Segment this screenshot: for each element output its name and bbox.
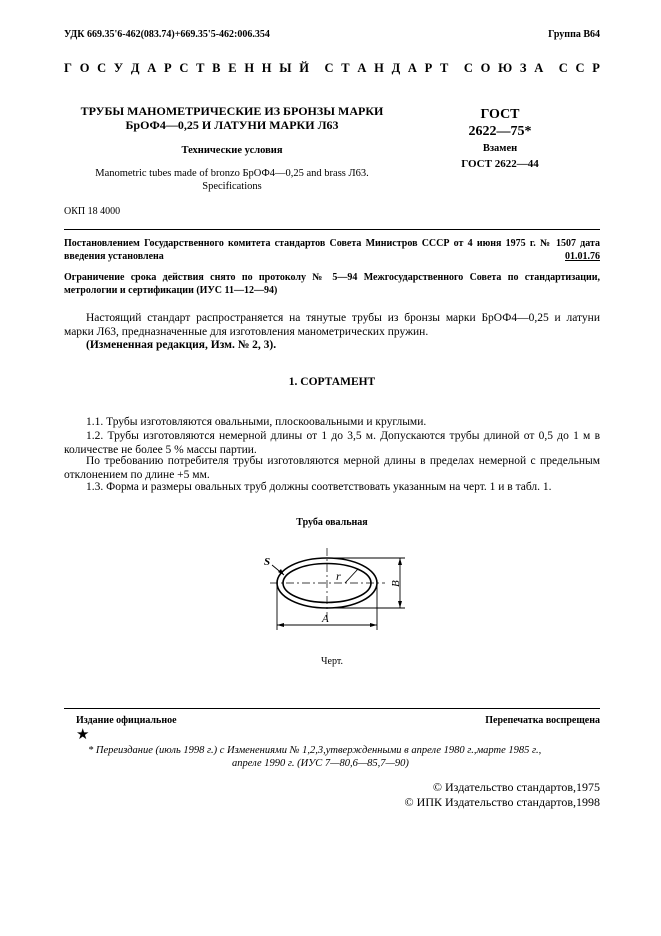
group-code: Группа В64 [548, 29, 600, 40]
decree-date: 01.01.76 [565, 251, 600, 262]
banner-letter: Ю [498, 61, 513, 75]
gost-label: ГОСТ [480, 107, 520, 122]
dim-a-arrow-left [277, 623, 284, 627]
banner-letter: Н [261, 61, 272, 75]
gost-replaces: ГОСТ 2622—44 [461, 158, 539, 170]
divider-top [64, 229, 600, 230]
reprint-prohibited-label: Перепечатка воспрещена [485, 715, 600, 726]
copyright-1998: © ИПК Издательство стандартов,1998 [404, 795, 600, 809]
intro-paragraph: Настоящий стандарт распространяется на тянутые трубы из бронзы марки БрОФ4—0,25 и латуни марки Л63, предназначенные для изготовления манометрических пружин. [64, 312, 600, 338]
label-s: S [264, 556, 271, 568]
banner-letter: С [463, 61, 473, 75]
gost-replaces-label: Взамен [482, 143, 518, 154]
section-title: 1. СОРТАМЕНТ [288, 376, 376, 388]
title-line-2: БрОФ4—0,25 И ЛАТУНИ МАРКИ Л63 [125, 118, 339, 132]
banner-letter: С [97, 61, 107, 75]
banner-letter: Й [299, 61, 310, 75]
document-title [72, 104, 392, 132]
banner-letter: А [357, 61, 367, 75]
document-subtitle: Технические условия [181, 145, 283, 156]
banner-letter: А [407, 61, 417, 75]
state-standard-banner [64, 61, 600, 76]
oval-tube-drawing [260, 545, 420, 635]
radius-line [345, 569, 358, 583]
reissue-note [88, 744, 600, 770]
intro-edit-note: (Измененная редакция, Изм. № 2, 3). [86, 339, 277, 351]
banner-letter: У [113, 61, 124, 75]
banner-letter: Д [391, 61, 401, 75]
banner-letter: Д [130, 61, 140, 75]
dim-b-arrow-bottom [398, 601, 402, 608]
banner-letter: Р [424, 61, 433, 75]
udk-code: УДК 669.35'6-462(083.74)+669.35'5-462:006.354 [64, 29, 270, 40]
banner-letter: А [534, 61, 544, 75]
decree-body: Постановлением Государственного комитета стандартов Совета Министров СССР от 4 июня 1975 г. № 1507 дата введения установлена [64, 238, 600, 262]
banner-letter: Н [374, 61, 384, 75]
copyright-1975: © Издательство стандартов,1975 [432, 780, 600, 794]
paragraph-1-3: 1.3. Форма и размеры овальных труб должны соответствовать указанным на черт. 1 и в табл. 1. [86, 481, 552, 493]
dim-a-arrow-right [370, 623, 377, 627]
banner-letter: Т [440, 61, 449, 75]
english-title [72, 167, 392, 193]
banner-letter: С [575, 61, 585, 75]
limitation-text: Ограничение срока действия снято по протоколу № 5—94 Межгосударственного Совета по стандартизации, метрологии и сертификации (ИУС 11—12—94) [64, 272, 600, 296]
title-line-1: ТРУБЫ МАНОМЕТРИЧЕСКИЕ ИЗ БРОНЗЫ МАРКИ [80, 104, 384, 118]
english-title-line-2: Specifications [202, 181, 262, 192]
banner-letter: Р [592, 61, 600, 75]
reissue-note-line-1: * Переиздание (июль 1998 г.) с Изменениями № 1,2,3,утвержденными в апреле 1980 г.,марте 1985 г., [88, 745, 542, 756]
banner-letter: А [147, 61, 157, 75]
figure-title: Труба овальная [296, 517, 368, 528]
banner-letter: С [324, 61, 334, 75]
gost-number: 2622—75* [468, 124, 532, 139]
banner-letter: Р [163, 61, 172, 75]
banner-letter: З [519, 61, 527, 75]
banner-letter: В [212, 61, 221, 75]
dim-b-arrow-top [398, 558, 402, 565]
banner-letter: Т [341, 61, 350, 75]
paragraph-1-1: 1.1. Трубы изготовляются овальными, плоскоовальными и круглыми. [86, 416, 427, 428]
label-a: A [322, 613, 329, 625]
banner-letter: О [79, 61, 90, 75]
label-b: B [390, 580, 402, 587]
banner-letter: О [480, 61, 491, 75]
okp-code: ОКП 18 4000 [64, 206, 121, 217]
paragraph-custom-length: По требованию потребителя трубы изготовляются мерной длины в пределах немерной с предельным отклонением по длине +5 мм. [64, 455, 600, 481]
banner-letter: Т [196, 61, 205, 75]
banner-letter: С [558, 61, 568, 75]
gost-block [440, 107, 560, 170]
english-title-line-1: Manometric tubes made of bronzo БрОФ4—0,25 and brass Л63. [95, 168, 369, 179]
official-edition-label: Издание официальное [76, 715, 177, 726]
paragraph-1-2: 1.2. Трубы изготовляются немерной длины от 1 до 3,5 м. Допускаются трубы длиной от 0,5 до 1 м в количестве не более 5 % массы партии. [64, 430, 600, 456]
figure-caption: Черт. [321, 656, 343, 667]
banner-letter: Е [228, 61, 237, 75]
banner-letter: С [179, 61, 189, 75]
label-r: r [336, 569, 341, 583]
banner-letter: Ы [279, 61, 292, 75]
star-icon: ★ [76, 727, 90, 743]
banner-letter: Г [64, 61, 72, 75]
divider-bottom [64, 708, 600, 709]
decree-text [64, 237, 600, 263]
reissue-note-line-2: апреле 1990 г. (ИУС 7—80,6—85,7—90) [232, 758, 409, 769]
banner-letter: Н [244, 61, 255, 75]
